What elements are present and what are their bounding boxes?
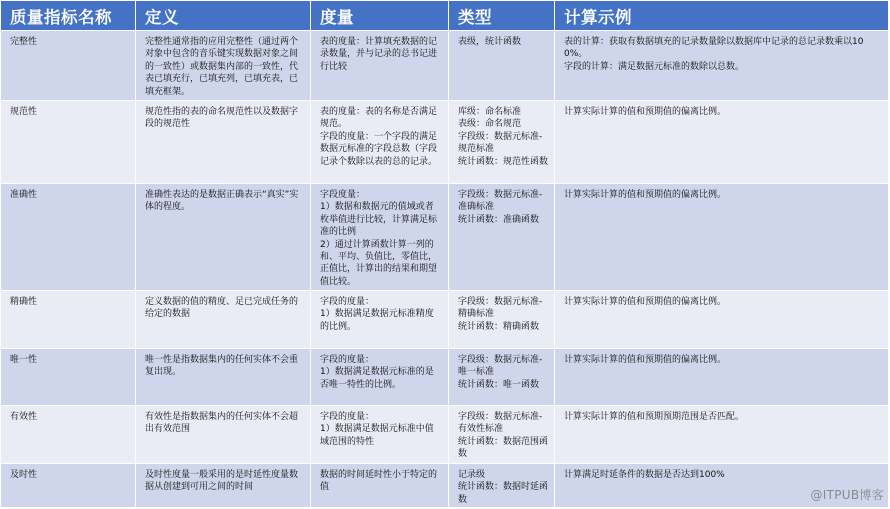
metric-name-cell: 唯一性 — [1, 349, 136, 406]
type-cell: 表级，统计函数 — [449, 31, 555, 101]
type-cell: 字段级：数据元标准-准确标准 统计函数：准确函数 — [449, 184, 555, 291]
definition-cell: 有效性是指数据集内的任何实体不会超出有效范围 — [136, 406, 311, 464]
metric-name-cell: 有效性 — [1, 406, 136, 464]
type-cell: 记录级 统计函数：数据时延函数 — [449, 464, 555, 508]
measure-cell: 表的度量：计算填充数据的记录数量，并与记录的总书记进行比较 — [311, 31, 449, 101]
definition-cell: 完整性通常指的应用完整性（通过两个对象中包含的音乐键实现数据对象之间的一致性）或数据集内部的一致性，代表已填充行，已填充列，已填充表，已填充框架。 — [136, 31, 311, 101]
table-row — [1, 184, 889, 291]
example-cell: 计算实际计算的值和预期值的偏离比例。 — [555, 101, 889, 184]
metric-name-cell: 完整性 — [1, 31, 136, 101]
metric-name-cell: 准确性 — [1, 184, 136, 291]
example-cell: 计算实际计算的值和预期值的偏离比例。 — [555, 184, 889, 291]
definition-cell: 准确性表达的是数据正确表示“真实”实体的程度。 — [136, 184, 311, 291]
example-cell: 计算实际计算的值和预期值的偏离比例。 — [555, 349, 889, 406]
measure-cell: 字段的度量： 1）数据满足数据元标准精度的比例。 — [311, 291, 449, 349]
table-row — [1, 31, 889, 101]
table-row — [1, 464, 889, 508]
table-row — [1, 349, 889, 406]
metric-name-cell: 规范性 — [1, 101, 136, 184]
measure-cell: 表的度量：表的名称是否满足规范。 字段的度量：一个字段的满足数据元标准的字段总数（字段记录个数除以表的总的记录。 — [311, 101, 449, 184]
type-cell: 库级：命名标准 表级：命名规范 字段级：数据元标准-规范标准 统计函数：规范性函数 — [449, 101, 555, 184]
table-row — [1, 291, 889, 349]
definition-cell: 唯一性是指数据集内的任何实体不会重复出现。 — [136, 349, 311, 406]
metric-name-cell: 精确性 — [1, 291, 136, 349]
table-row — [1, 101, 889, 184]
definition-cell: 规范性指的表的命名规范性以及数据字段的规范性 — [136, 101, 311, 184]
measure-cell: 字段度量： 1）数据和数据元的值域或者枚举值进行比较，计算满足标准的比例 2）通过计算函数计算一列的和、平均、负值比，零值比，正值比，计算出的结果和期望值比较。 — [311, 184, 449, 291]
type-cell: 字段级：数据元标准-有效性标准 统计函数：数据范围函数 — [449, 406, 555, 464]
header-measure: 度量 — [311, 1, 449, 31]
example-cell: 计算满足时延条件的数据是否达到100% — [555, 464, 889, 508]
type-cell: 字段级：数据元标准-唯一标准 统计函数：唯一函数 — [449, 349, 555, 406]
measure-cell: 字段的度量： 1）数据满足数据元标准的是否唯一特性的比例。 — [311, 349, 449, 406]
watermark: @ITPUB博客 — [810, 488, 884, 502]
measure-cell: 字段的度量： 1）数据满足数据元标准中值域范围的特性 — [311, 406, 449, 464]
header-example: 计算示例 — [555, 1, 889, 31]
type-cell: 字段级：数据元标准-精确标准 统计函数：精确函数 — [449, 291, 555, 349]
table-row — [1, 406, 889, 464]
example-cell: 表的计算：获取有数据填充的记录数量除以数据库中记录的总记录数乘以100%。 字段的计算：满足数据元标准的数除以总数。 — [555, 31, 889, 101]
definition-cell: 及时性度量一般采用的是时延性度量数据从创建到可用之间的时间 — [136, 464, 311, 508]
header-definition: 定义 — [136, 1, 311, 31]
definition-cell: 定义数据的值的精度、足已完成任务的给定的数据 — [136, 291, 311, 349]
measure-cell: 数据的时间延时性小于特定的值 — [311, 464, 449, 508]
metric-name-cell: 及时性 — [1, 464, 136, 508]
example-cell: 计算实际计算的值和预期预期范围是否匹配。 — [555, 406, 889, 464]
header-type: 类型 — [449, 1, 555, 31]
header-metric-name: 质量指标名称 — [1, 1, 136, 31]
header-row — [1, 1, 889, 31]
example-cell: 计算实际计算的值和预期值的偏离比例。 — [555, 291, 889, 349]
